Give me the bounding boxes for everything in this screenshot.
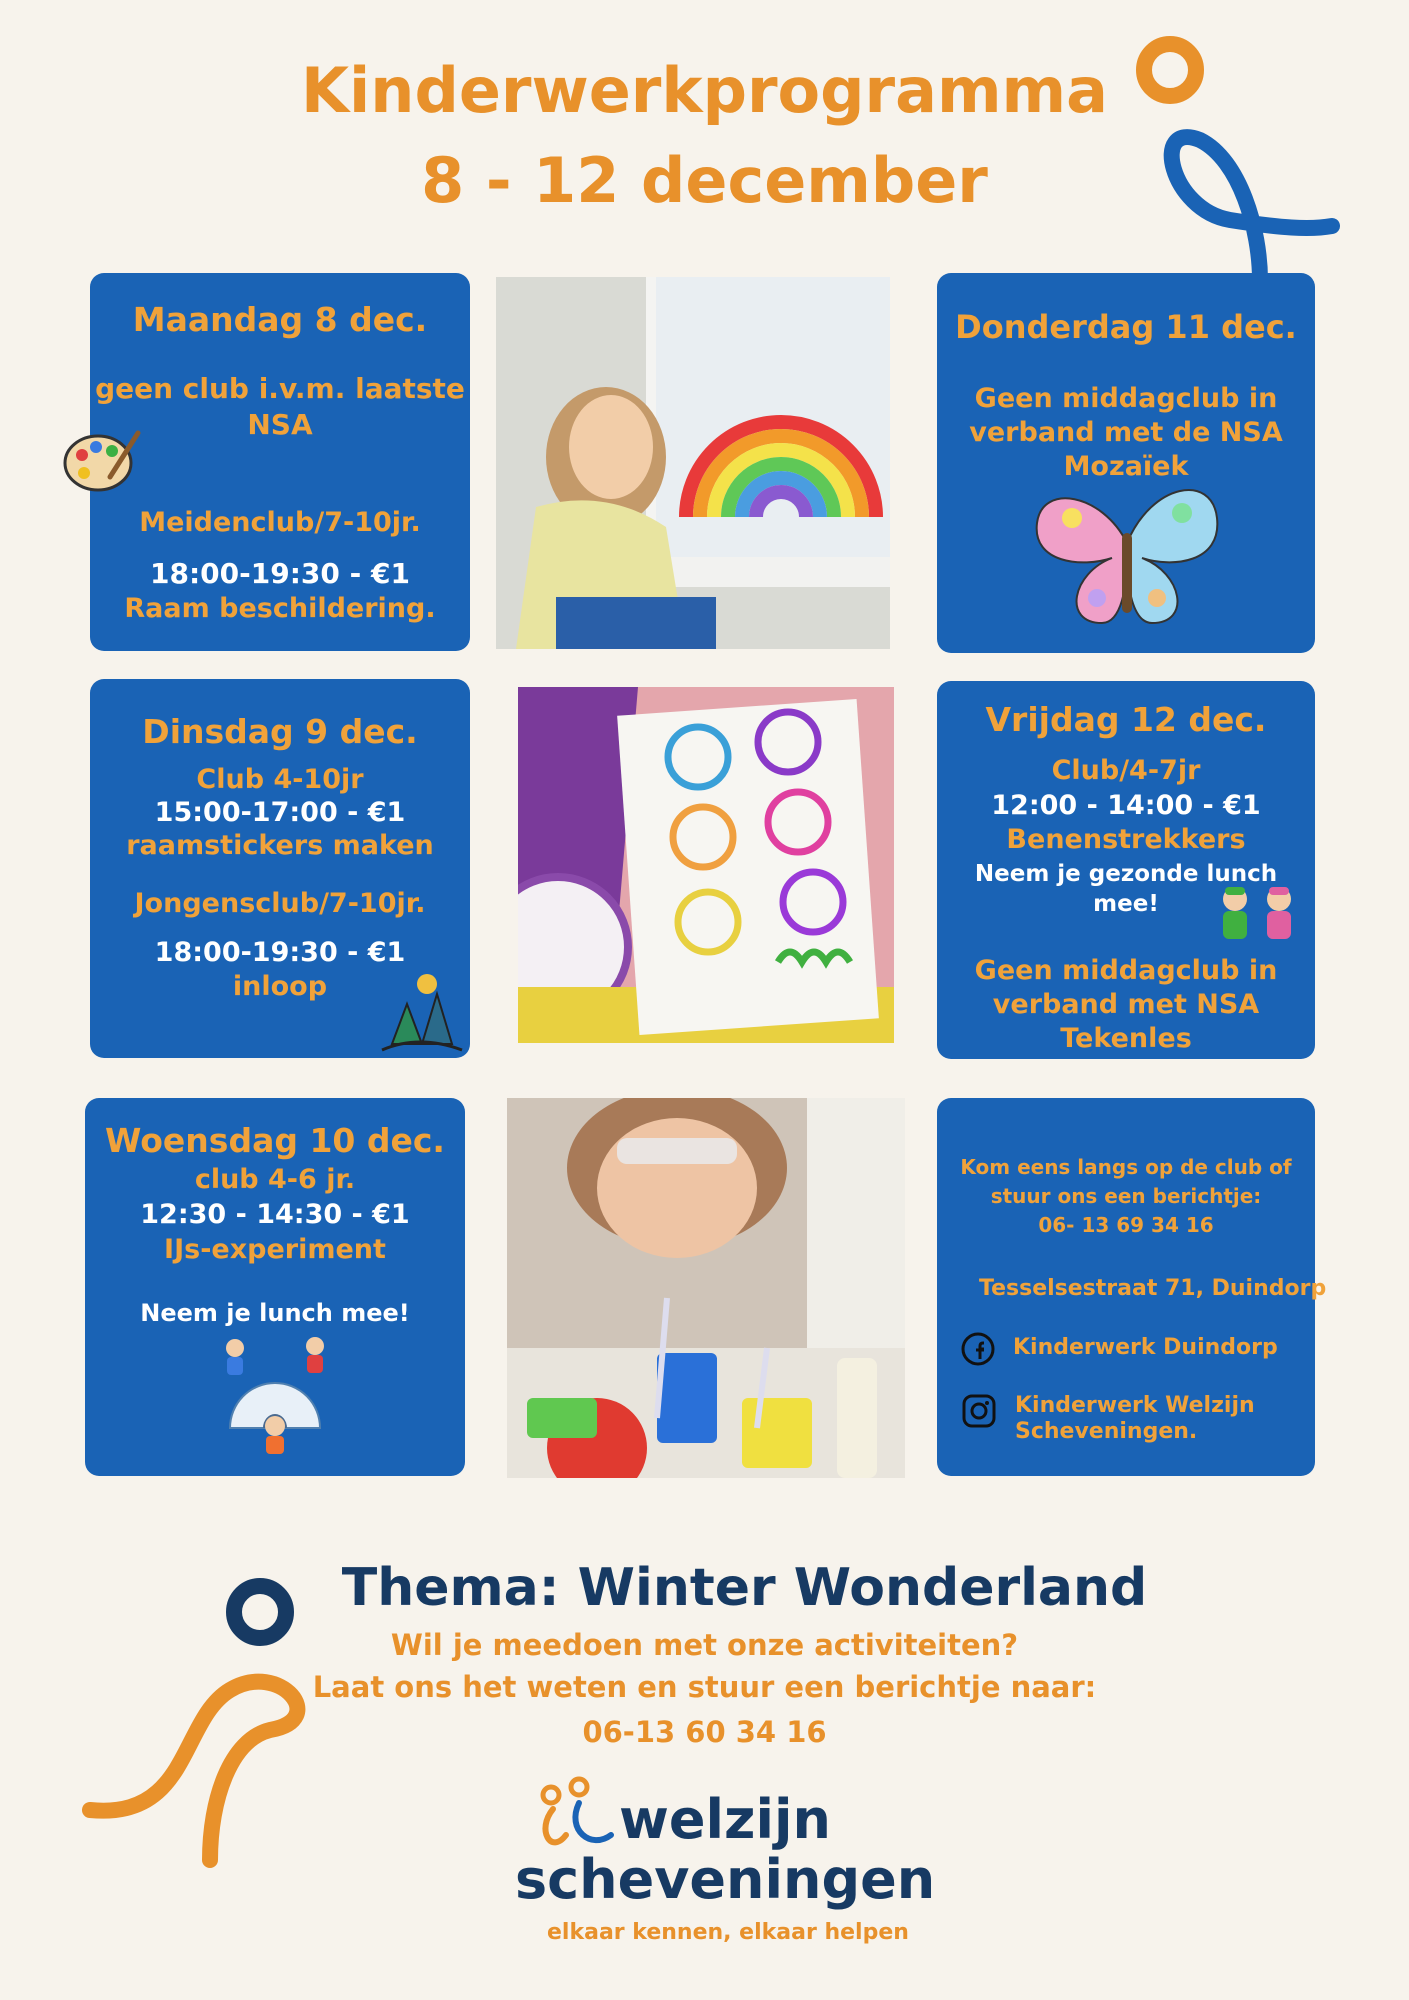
friday-note2: mee! — [1093, 891, 1159, 917]
contact-card — [937, 1098, 1327, 1476]
tuesday-activity2: inloop — [232, 971, 328, 1002]
thursday-card — [937, 273, 1315, 653]
ribbon-decoration-icon — [1110, 30, 1350, 290]
friday-club: Club/4-7jr — [1051, 755, 1201, 786]
thursday-line2: verband met de NSA — [969, 417, 1283, 448]
footer-line2: Laat ons het weten en stuur een berichtje naar: — [312, 1670, 1097, 1704]
contact-intro2: stuur ons een berichtje: — [990, 1184, 1262, 1208]
wednesday-card — [85, 1098, 465, 1476]
thursday-line3: Mozaïek — [1063, 451, 1189, 482]
friday-card — [937, 681, 1315, 1059]
theme-title: Thema: Winter Wonderland — [341, 1558, 1148, 1618]
page-title: Kinderwerkprogramma — [301, 54, 1108, 127]
tuesday-club1: Club 4-10jr — [196, 764, 364, 795]
contact-facebook: Kinderwerk Duindorp — [1013, 1335, 1278, 1360]
friday-day: Vrijdag 12 dec. — [985, 700, 1267, 739]
wednesday-club: club 4-6 jr. — [194, 1164, 356, 1195]
facebook-icon — [961, 1332, 995, 1366]
friday-line1: Geen middagclub in — [974, 955, 1278, 986]
tuesday-card — [90, 679, 470, 1058]
footer-phone: 06-13 60 34 16 — [582, 1715, 827, 1749]
monday-day: Maandag 8 dec. — [132, 300, 428, 339]
logo-name-line2: scheveningen — [515, 1848, 936, 1911]
photo-window-painting — [496, 277, 890, 649]
friday-line2: verband met NSA — [992, 989, 1260, 1020]
photo-ice-experiment — [507, 1098, 905, 1478]
page-subtitle: 8 - 12 december — [421, 144, 988, 217]
tuesday-activity1: raamstickers maken — [126, 830, 434, 861]
contact-instagram-line2: Scheveningen. — [1015, 1419, 1198, 1445]
monday-line1: geen club i.v.m. laatste — [95, 372, 465, 405]
contact-facebook-row[interactable] — [961, 1332, 1309, 1366]
tuesday-time1: 15:00-17:00 - €1 — [154, 797, 406, 828]
contact-intro1: Kom eens langs op de club of — [960, 1155, 1292, 1179]
winter-scene-icon — [372, 964, 467, 1054]
friday-line3: Tekenles — [1060, 1023, 1192, 1054]
logo-tagline: elkaar kennen, elkaar helpen — [547, 1920, 909, 1945]
wednesday-note: Neem je lunch mee! — [140, 1299, 410, 1327]
wednesday-time: 12:30 - 14:30 - €1 — [140, 1199, 410, 1230]
tuesday-time2: 18:00-19:30 - €1 — [154, 937, 406, 968]
monday-line2: NSA — [247, 408, 313, 441]
wednesday-activity: IJs-experiment — [164, 1234, 386, 1265]
footer-line1: Wil je meedoen met onze activiteiten? — [390, 1628, 1019, 1662]
monday-time: 18:00-19:30 - €1 — [150, 557, 410, 590]
tuesday-club2: Jongensclub/7-10jr. — [134, 888, 426, 919]
kids-playing-icon — [1207, 881, 1307, 956]
instagram-icon — [961, 1393, 997, 1429]
friday-time: 12:00 - 14:00 - €1 — [991, 790, 1261, 821]
thursday-day: Donderdag 11 dec. — [955, 308, 1297, 346]
contact-phone: 06- 13 69 34 16 — [1038, 1213, 1214, 1237]
logo-name-line1: welzijn — [619, 1788, 831, 1851]
monday-activity: Raam beschildering. — [124, 593, 436, 624]
tuesday-day: Dinsdag 9 dec. — [142, 712, 418, 751]
wednesday-day: Woensdag 10 dec. — [105, 1121, 445, 1160]
paint-palette-icon — [62, 425, 142, 495]
photo-window-stickers — [518, 687, 894, 1043]
igloo-kids-icon — [215, 1328, 335, 1458]
welzijn-logo — [515, 1765, 935, 1955]
contact-address-row — [961, 1276, 1327, 1314]
friday-activity: Benenstrekkers — [1006, 824, 1246, 855]
thursday-line1: Geen middagclub in — [974, 383, 1278, 414]
contact-instagram-line1: Kinderwerk Welzijn — [1015, 1393, 1255, 1418]
monday-club: Meidenclub/7-10jr. — [139, 507, 421, 538]
contact-instagram-row[interactable] — [961, 1393, 1309, 1446]
friday-note1: Neem je gezonde lunch — [974, 861, 1278, 887]
contact-address: Tesselsestraat 71, Duindorp — [979, 1276, 1327, 1301]
mosaic-butterfly-icon — [1032, 473, 1222, 633]
monday-card — [90, 273, 470, 651]
